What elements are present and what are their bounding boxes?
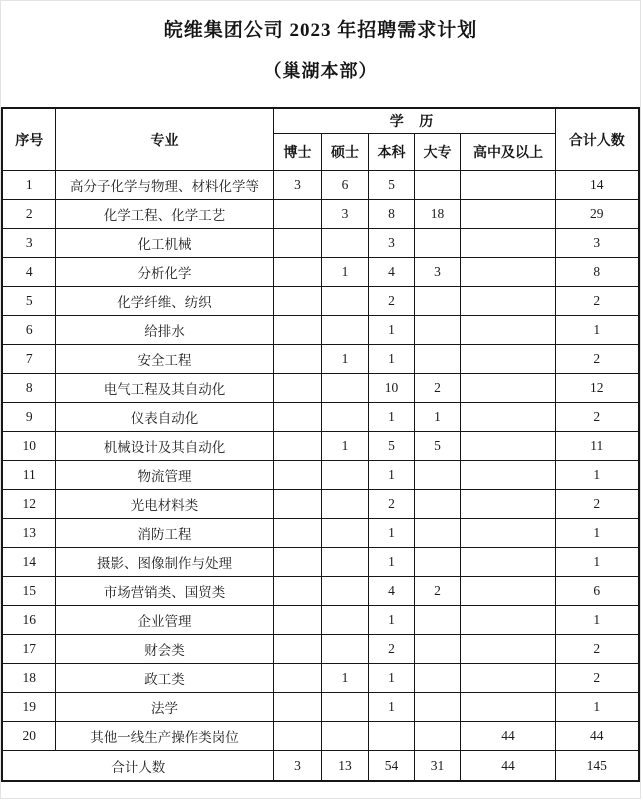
cell-seq: 6 [2, 316, 55, 345]
table-row [2, 316, 638, 345]
cell-college [414, 345, 460, 374]
cell-bachelor: 2 [368, 490, 414, 519]
cell-phd [273, 374, 321, 403]
recruitment-table [1, 107, 639, 782]
cell-highschool [460, 577, 555, 606]
cell-college: 18 [414, 200, 460, 229]
cell-highschool [460, 635, 555, 664]
cell-major: 法学 [55, 693, 273, 722]
cell-major: 企业管理 [55, 606, 273, 635]
cell-bachelor: 5 [368, 171, 414, 200]
cell-bachelor: 1 [368, 345, 414, 374]
cell-college [414, 722, 460, 751]
cell-college [414, 316, 460, 345]
table-row [2, 577, 638, 606]
table-header [2, 108, 638, 171]
cell-highschool [460, 548, 555, 577]
total-college: 31 [414, 751, 460, 782]
cell-college [414, 548, 460, 577]
cell-total: 3 [556, 229, 639, 258]
table-row [2, 287, 638, 316]
cell-total: 1 [556, 548, 639, 577]
cell-master: 1 [321, 258, 368, 287]
cell-master [321, 490, 368, 519]
cell-bachelor: 8 [368, 200, 414, 229]
cell-seq: 7 [2, 345, 55, 374]
cell-total: 2 [556, 403, 639, 432]
cell-phd [273, 316, 321, 345]
cell-highschool [460, 229, 555, 258]
cell-phd [273, 693, 321, 722]
cell-major: 其他一线生产操作类岗位 [55, 722, 273, 751]
cell-seq: 4 [2, 258, 55, 287]
cell-college [414, 606, 460, 635]
cell-phd [273, 258, 321, 287]
cell-highschool [460, 461, 555, 490]
cell-phd [273, 345, 321, 374]
cell-bachelor: 4 [368, 258, 414, 287]
cell-total: 11 [556, 432, 639, 461]
cell-master: 1 [321, 432, 368, 461]
cell-master [321, 606, 368, 635]
page-subtitle: （巢湖本部） [263, 61, 378, 81]
table-row [2, 461, 638, 490]
cell-phd [273, 200, 321, 229]
cell-bachelor: 1 [368, 316, 414, 345]
cell-college [414, 519, 460, 548]
cell-phd [273, 635, 321, 664]
table-row [2, 664, 638, 693]
cell-major: 给排水 [55, 316, 273, 345]
cell-highschool [460, 403, 555, 432]
cell-highschool [460, 519, 555, 548]
cell-phd [273, 519, 321, 548]
cell-seq: 13 [2, 519, 55, 548]
cell-phd [273, 548, 321, 577]
cell-bachelor: 1 [368, 664, 414, 693]
total-row-label: 合计人数 [2, 751, 273, 782]
cell-college [414, 287, 460, 316]
cell-seq: 20 [2, 722, 55, 751]
total-overall: 145 [556, 751, 639, 782]
cell-major: 物流管理 [55, 461, 273, 490]
column-header-education-group: 学 历 [273, 108, 555, 134]
table-row [2, 490, 638, 519]
cell-seq: 3 [2, 229, 55, 258]
table-body [2, 171, 638, 751]
cell-bachelor: 1 [368, 548, 414, 577]
cell-total: 12 [556, 374, 639, 403]
cell-phd [273, 229, 321, 258]
table-row [2, 432, 638, 461]
cell-bachelor: 2 [368, 287, 414, 316]
cell-major: 高分子化学与物理、材料化学等 [55, 171, 273, 200]
cell-highschool: 44 [460, 722, 555, 751]
table-row [2, 635, 638, 664]
cell-bachelor: 5 [368, 432, 414, 461]
cell-total: 1 [556, 316, 639, 345]
cell-phd [273, 287, 321, 316]
table-row [2, 693, 638, 722]
cell-total: 2 [556, 345, 639, 374]
cell-total: 1 [556, 606, 639, 635]
cell-major: 消防工程 [55, 519, 273, 548]
cell-phd [273, 577, 321, 606]
cell-college: 2 [414, 374, 460, 403]
cell-total: 2 [556, 490, 639, 519]
cell-bachelor: 10 [368, 374, 414, 403]
cell-highschool [460, 374, 555, 403]
column-header-phd: 博士 [273, 134, 321, 171]
cell-major: 摄影、图像制作与处理 [55, 548, 273, 577]
cell-total: 1 [556, 461, 639, 490]
cell-bachelor: 3 [368, 229, 414, 258]
table-row [2, 519, 638, 548]
cell-bachelor: 4 [368, 577, 414, 606]
cell-seq: 11 [2, 461, 55, 490]
table-row [2, 200, 638, 229]
cell-phd [273, 664, 321, 693]
cell-college: 5 [414, 432, 460, 461]
column-header-master: 硕士 [321, 134, 368, 171]
cell-highschool [460, 258, 555, 287]
cell-bachelor: 1 [368, 693, 414, 722]
cell-college [414, 635, 460, 664]
total-row [2, 751, 638, 782]
table-row [2, 722, 638, 751]
table-row [2, 258, 638, 287]
cell-college [414, 664, 460, 693]
cell-college: 1 [414, 403, 460, 432]
cell-college: 2 [414, 577, 460, 606]
cell-seq: 9 [2, 403, 55, 432]
table-row [2, 374, 638, 403]
cell-highschool [460, 693, 555, 722]
cell-master [321, 374, 368, 403]
cell-master [321, 461, 368, 490]
cell-master [321, 577, 368, 606]
table-row [2, 548, 638, 577]
cell-phd [273, 432, 321, 461]
cell-phd [273, 461, 321, 490]
cell-college [414, 490, 460, 519]
cell-total: 44 [556, 722, 639, 751]
cell-major: 化学纤维、纺织 [55, 287, 273, 316]
cell-highschool [460, 171, 555, 200]
table-row [2, 171, 638, 200]
cell-highschool [460, 432, 555, 461]
cell-seq: 16 [2, 606, 55, 635]
cell-bachelor: 1 [368, 461, 414, 490]
table-footer [2, 751, 638, 782]
cell-phd: 3 [273, 171, 321, 200]
cell-master [321, 403, 368, 432]
table-row [2, 606, 638, 635]
cell-master [321, 548, 368, 577]
cell-bachelor: 1 [368, 519, 414, 548]
cell-bachelor: 1 [368, 606, 414, 635]
column-header-highschool: 高中及以上 [460, 134, 555, 171]
cell-major: 化工机械 [55, 229, 273, 258]
header-row-top [2, 108, 638, 134]
cell-highschool [460, 287, 555, 316]
total-master: 13 [321, 751, 368, 782]
cell-seq: 18 [2, 664, 55, 693]
cell-major: 机械设计及其自动化 [55, 432, 273, 461]
table-row [2, 403, 638, 432]
column-header-seq: 序号 [2, 108, 55, 171]
cell-major: 分析化学 [55, 258, 273, 287]
cell-total: 1 [556, 519, 639, 548]
cell-seq: 12 [2, 490, 55, 519]
cell-major: 安全工程 [55, 345, 273, 374]
table-row [2, 229, 638, 258]
total-bachelor: 54 [368, 751, 414, 782]
cell-master [321, 722, 368, 751]
cell-master [321, 635, 368, 664]
cell-seq: 5 [2, 287, 55, 316]
cell-major: 市场营销类、国贸类 [55, 577, 273, 606]
cell-total: 1 [556, 693, 639, 722]
cell-college [414, 461, 460, 490]
cell-total: 8 [556, 258, 639, 287]
cell-major: 光电材料类 [55, 490, 273, 519]
cell-master [321, 316, 368, 345]
cell-seq: 8 [2, 374, 55, 403]
cell-major: 财会类 [55, 635, 273, 664]
cell-highschool [460, 606, 555, 635]
cell-seq: 14 [2, 548, 55, 577]
cell-college [414, 693, 460, 722]
cell-master: 3 [321, 200, 368, 229]
total-highschool: 44 [460, 751, 555, 782]
cell-college [414, 229, 460, 258]
cell-major: 政工类 [55, 664, 273, 693]
cell-seq: 17 [2, 635, 55, 664]
cell-major: 电气工程及其自动化 [55, 374, 273, 403]
cell-highschool [460, 316, 555, 345]
cell-seq: 2 [2, 200, 55, 229]
cell-college [414, 171, 460, 200]
cell-phd [273, 490, 321, 519]
column-header-college: 大专 [414, 134, 460, 171]
cell-total: 14 [556, 171, 639, 200]
cell-master [321, 229, 368, 258]
column-header-total: 合计人数 [556, 108, 639, 171]
cell-master [321, 693, 368, 722]
cell-major: 化学工程、化学工艺 [55, 200, 273, 229]
page-title: 皖维集团公司 2023 年招聘需求计划 [163, 20, 478, 41]
column-header-bachelor: 本科 [368, 134, 414, 171]
cell-seq: 15 [2, 577, 55, 606]
cell-phd [273, 606, 321, 635]
cell-bachelor [368, 722, 414, 751]
cell-seq: 19 [2, 693, 55, 722]
cell-master [321, 519, 368, 548]
table-row [2, 345, 638, 374]
cell-seq: 1 [2, 171, 55, 200]
cell-highschool [460, 664, 555, 693]
cell-highschool [460, 200, 555, 229]
column-header-major: 专业 [55, 108, 273, 171]
cell-highschool [460, 345, 555, 374]
cell-highschool [460, 490, 555, 519]
cell-bachelor: 1 [368, 403, 414, 432]
cell-total: 29 [556, 200, 639, 229]
cell-college: 3 [414, 258, 460, 287]
cell-phd [273, 403, 321, 432]
cell-master: 6 [321, 171, 368, 200]
cell-seq: 10 [2, 432, 55, 461]
cell-total: 2 [556, 664, 639, 693]
cell-phd [273, 722, 321, 751]
cell-total: 2 [556, 635, 639, 664]
cell-master [321, 287, 368, 316]
cell-bachelor: 2 [368, 635, 414, 664]
cell-total: 6 [556, 577, 639, 606]
cell-major: 仪表自动化 [55, 403, 273, 432]
total-phd: 3 [273, 751, 321, 782]
cell-master: 1 [321, 664, 368, 693]
cell-master: 1 [321, 345, 368, 374]
cell-total: 2 [556, 287, 639, 316]
